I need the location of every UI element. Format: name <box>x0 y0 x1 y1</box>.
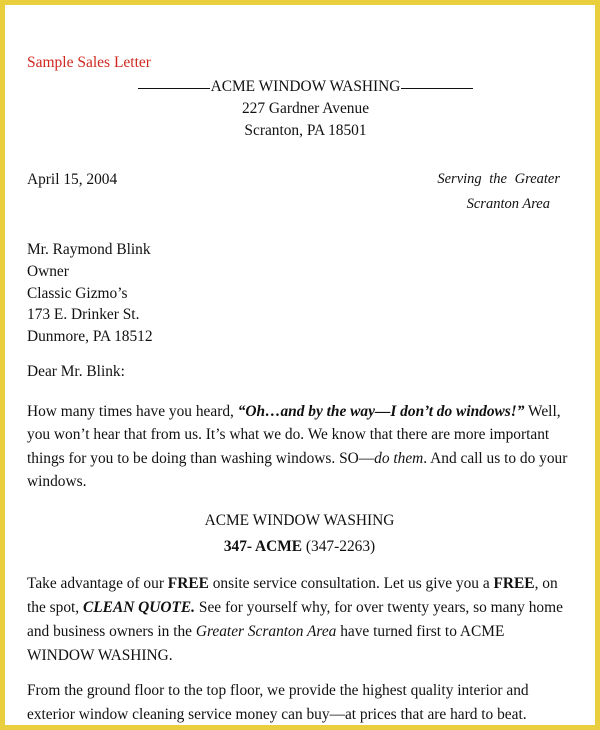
recipient-company: Classic Gizmo’s <box>27 284 128 302</box>
p2-free-2: FREE <box>493 574 535 592</box>
recipient-name: Mr. Raymond Blink <box>27 241 151 258</box>
p2-clean-quote: CLEAN QUOTE. <box>83 598 196 616</box>
company-street: 227 Gardner Avenue <box>241 100 370 117</box>
p2-free-1: FREE <box>167 574 209 592</box>
tagline <box>437 167 572 217</box>
business-name: ACME WINDOW WASHING <box>204 511 395 529</box>
paragraph-1 <box>27 400 572 494</box>
p2-area: Greater Scranton Area <box>195 622 337 640</box>
p1-emphasis: do them <box>374 449 424 467</box>
p2-text-5: have turned first to ACME WINDOW WASHING. <box>27 622 505 664</box>
letter-page <box>27 52 572 727</box>
paragraph-3: From the ground floor to the top floor, we provide the highest quality interior and exterior window cleaning service money can buy—at prices that are hard to beat. <box>27 681 529 723</box>
letterhead <box>39 76 572 142</box>
p1-text-1: How many times have you heard, <box>27 402 238 420</box>
company-name: ACME WINDOW WASHING <box>210 78 401 95</box>
p1-text-3: . And call us to do your windows. <box>27 449 568 491</box>
p2-text-1: Take advantage of our <box>27 574 168 592</box>
recipient-title: Owner <box>27 262 69 280</box>
document-label: Sample Sales Letter <box>27 54 151 71</box>
p2-text-3: , on the spot, <box>27 574 558 616</box>
salutation: Dear Mr. Blink: <box>27 362 125 380</box>
company-city: Scranton, PA 18501 <box>244 122 367 139</box>
business-phone <box>27 534 572 560</box>
p1-text-2: Well, you won’t hear that from us. It’s what we do. We know that there are more important things for you to be doing than washing windows. SO— <box>27 402 561 467</box>
company-line <box>39 76 572 98</box>
recipient-city: Dunmore, PA 18512 <box>27 328 153 346</box>
letter-date: April 15, 2004 <box>27 171 118 188</box>
recipient-street: 173 E. Drinker St. <box>27 306 140 324</box>
underline-left <box>138 88 210 89</box>
recipient-address <box>27 239 572 348</box>
tagline-line-1: Serving the Greater <box>437 171 560 187</box>
underline-right <box>401 88 473 89</box>
p1-quote: “Oh…and by the way—I don’t do windows!” <box>237 402 525 420</box>
tagline-line-2: Scranton Area <box>466 196 550 212</box>
phone-vanity: 347- ACME <box>223 537 303 555</box>
p2-text-4: See for yourself why, for over twenty years, so many home and business owners in the <box>27 598 563 640</box>
paragraph-2 <box>27 572 572 668</box>
date-row <box>27 169 572 217</box>
phone-numeric: (347-2263) <box>302 537 376 555</box>
p2-text-2: onsite service consultation. Let us give you a <box>208 574 494 592</box>
business-block <box>27 508 572 560</box>
